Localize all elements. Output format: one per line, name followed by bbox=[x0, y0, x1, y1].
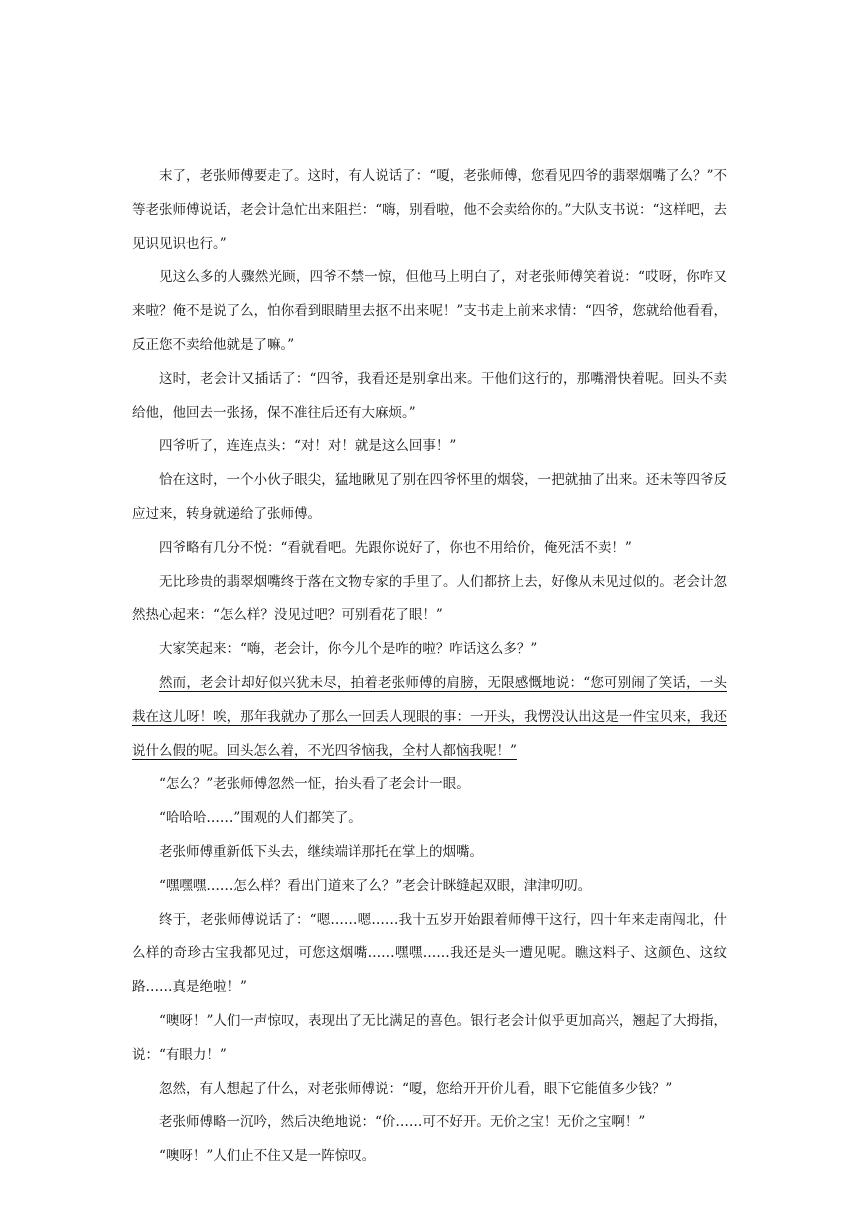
paragraph: “噢呀！”人们一声惊叹，表现出了无比满足的喜色。银行老会计似乎更加高兴，翘起了大拇指，说：“有眼力！” bbox=[132, 1012, 727, 1063]
paragraph: 见这么多的人骤然光顾，四爷不禁一惊，但他马上明白了，对老张师傅笑着说：“哎呀，你咋又来啦？俺不是说了么，怕你看到眼睛里去抠不出来呢！”支书走上前来求情：“四爷，您就给他看看，反正您不卖给他就是了嘛。” bbox=[132, 269, 727, 353]
paragraph: “噢呀！”人们止不住又是一阵惊叹。 bbox=[159, 1148, 376, 1165]
underlined-paragraph: 然而，老会计却好似兴犹未尽，拍着老张师傅的肩膀，无限感慨地说：“您可别闹了笑话，一头栽在这儿呀！唉，那年我就办了那么一回丢人现眼的事：一开头，我愣没认出这是一件宝贝来，我还说什么假的呢。回头怎么着，不光四爷恼我，全村人都恼我呢！” bbox=[132, 674, 727, 759]
paragraph: “怎么？”老张师傅忽然一怔，抬头看了老会计一眼。 bbox=[159, 776, 470, 793]
paragraph: 老张师傅略一沉吟，然后决绝地说：“价……可不好开。无价之宝！无价之宝啊！” bbox=[159, 1114, 646, 1131]
paragraph: 老张师傅重新低下头去，继续端详那托在掌上的烟嘴。 bbox=[159, 843, 483, 860]
paragraph: 末了，老张师傅要走了。这时，有人说话了：“嗄，老张师傅，您看见四爷的翡翠烟嘴了么？”不等老张师傅说话，老会计急忙出来阻拦：“嗨，别看啦，他不会卖给你的。”大队支书说：“这样吧，去见识见识也行。” bbox=[132, 168, 727, 252]
paragraph: 终于，老张师傅说话了：“嗯……嗯……我十五岁开始跟着师傅干这行，四十年来走南闯北，什么样的奇珍古宝我都见过，可您这烟嘴……嘿嘿……我还是头一遭见呢。瞧这料子、这颜色、这纹路……真是绝啦！” bbox=[132, 911, 727, 996]
paragraph: 四爷略有几分不悦：“看就看吧。先跟你说好了，你也不用给价，俺死活不卖！” bbox=[159, 539, 632, 556]
paragraph: 这时，老会计又插话了：“四爷，我看还是别拿出来。干他们这行的，那嘴滑快着呢。回头不卖给他，他回去一张扬，保不准往后还有大麻烦。” bbox=[132, 370, 727, 421]
paragraph: “哈哈哈……”围观的人们都笑了。 bbox=[159, 810, 362, 827]
paragraph: 忽然，有人想起了什么，对老张师傅说：“嗄，您给开开价儿看，眼下它能值多少钱？” bbox=[159, 1080, 673, 1097]
paragraph: 大家笑起来：“嗨，老会计，你今儿个是咋的啦？咋话这么多？” bbox=[159, 641, 538, 658]
story-text bbox=[132, 160, 727, 1174]
paragraph: 无比珍贵的翡翠烟嘴终于落在文物专家的手里了。人们都挤上去，好像从未见过似的。老会计忽然热心起来：“怎么样？没见过吧？可别看花了眼！” bbox=[132, 573, 727, 624]
paragraph: 恰在这时，一个小伙子眼尖，猛地瞅见了别在四爷怀里的烟袋，一把就抽了出来。还未等四爷反应过来，转身就递给了张师傅。 bbox=[132, 472, 727, 522]
paragraph: 四爷听了，连连点头：“对！对！就是这么回事！” bbox=[159, 438, 457, 455]
paragraph: “嘿嘿嘿……怎么样？看出门道来了么？”老会计眯缝起双眼，津津叨叨。 bbox=[159, 877, 592, 894]
